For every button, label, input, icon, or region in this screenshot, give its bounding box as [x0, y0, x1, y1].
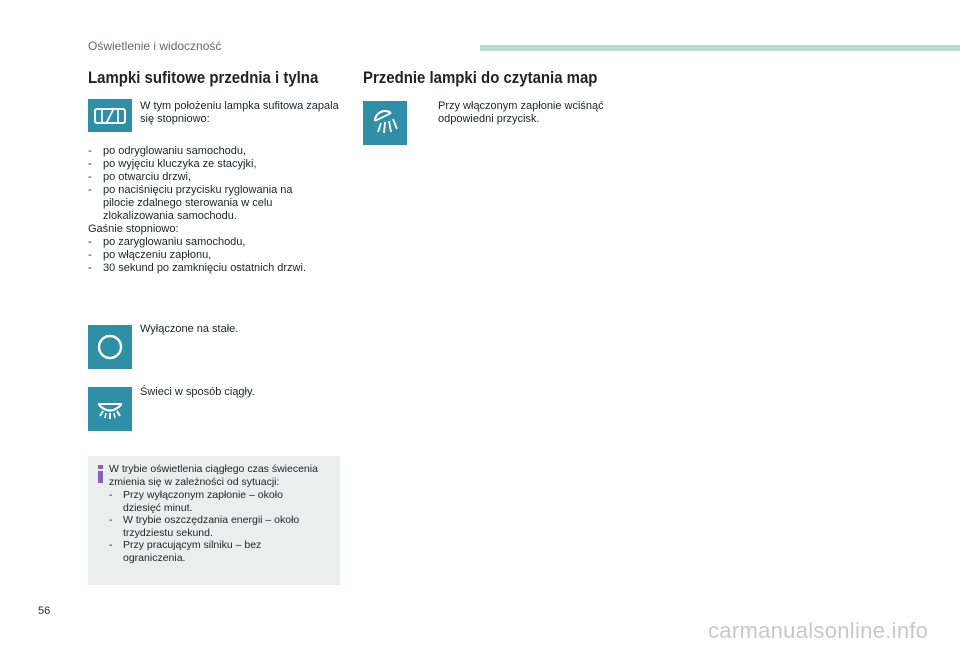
list-item: - Przy pracującym silniku – bez ograniczenia.: [109, 539, 303, 564]
circle-off-icon: [88, 325, 132, 369]
info-text: W trybie oświetlenia ciągłego czas świecenia zmienia się w zależności od sytuacji:: [109, 463, 318, 488]
page-number: 56: [38, 605, 51, 617]
list-item: - po otwarciu drzwi,: [88, 171, 340, 184]
dome-lamp-door-icon: [88, 99, 132, 132]
list-item: - W trybie oszczędzania energii – około trzydziestu sekund.: [109, 514, 323, 539]
left-section-title: Lampki sufitowe przednia i tylna: [88, 68, 319, 87]
list-item: - po wyjęciu kluczyka ze stacyjki,: [88, 158, 340, 171]
info-list: [109, 489, 337, 564]
lamp-rays-icon: [88, 387, 132, 431]
map-lamp-text: Przy włączonym zapłonie wciśnąć odpowiedni przycisk.: [438, 100, 604, 125]
off-mode-text: Wyłączone na stałe.: [140, 323, 239, 335]
watermark: carmanualsonline.info: [708, 618, 929, 643]
list-item: - po zaryglowaniu samochodu,: [88, 236, 340, 249]
right-section-title: Przednie lampki do czytania map: [363, 68, 598, 87]
header-bar: [480, 45, 960, 51]
section-title: Oświetlenie i widoczność: [88, 39, 222, 53]
info-icon: [97, 465, 105, 488]
info-box: [88, 456, 340, 585]
map-reading-lamp-icon: [363, 101, 407, 145]
list-item: - Przy wyłączonym zapłonie – około dziesięć minut.: [109, 489, 303, 514]
list-item: - 30 sekund po zamknięciu ostatnich drzwi.: [88, 262, 340, 275]
list-item: - po naciśnięciu przycisku ryglowania na pilocie zdalnego sterowania w celu zlokalizowania samochodu.: [88, 184, 318, 223]
list-item: - po włączeniu zapłonu,: [88, 249, 340, 262]
on-mode-text: Świeci w sposób ciągły.: [140, 386, 255, 398]
auto-on-list: [88, 145, 340, 275]
list-item: - po odryglowaniu samochodu,: [88, 145, 340, 158]
auto-mode-text: W tym położeniu lampka sufitowa zapala się stopniowo:: [140, 100, 339, 125]
off-heading: Gaśnie stopniowo:: [88, 223, 179, 235]
